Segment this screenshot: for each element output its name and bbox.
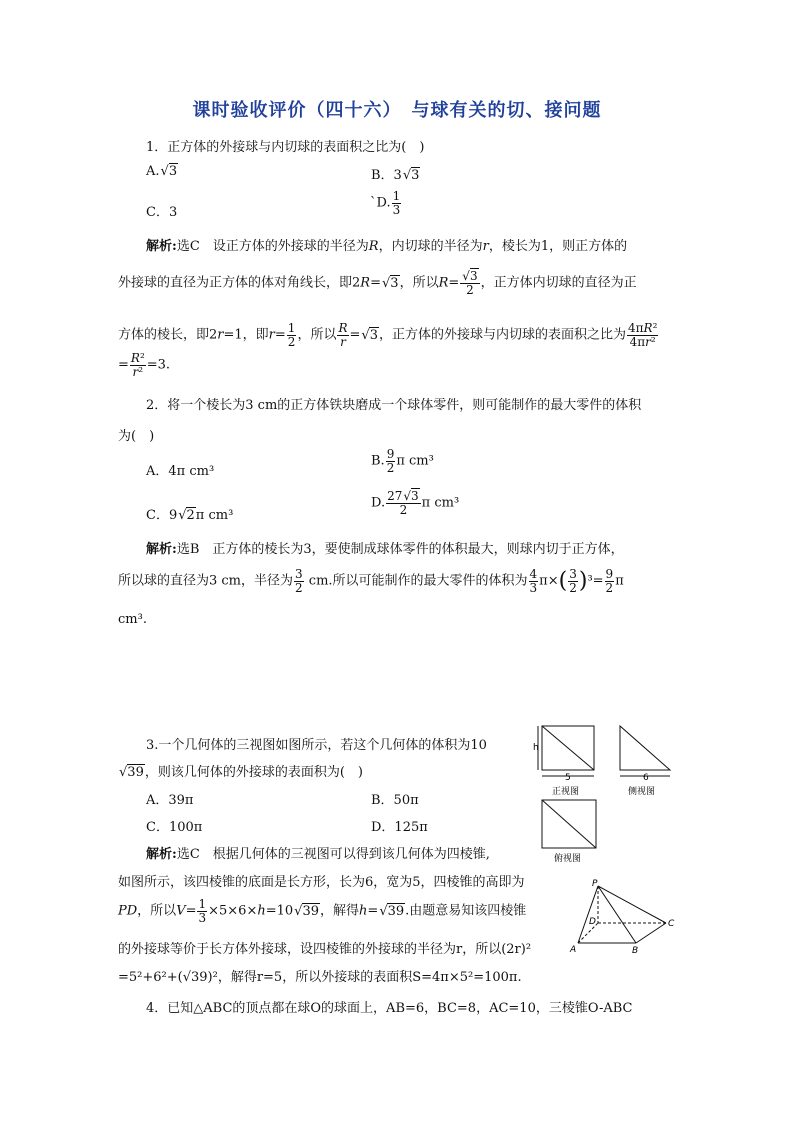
q1-option-c: C．3 xyxy=(146,205,178,220)
q1-option-b: B．3√ 3 xyxy=(371,164,420,183)
page-title: 课时验收评价（四十六） 与球有关的切、接问题 xyxy=(192,100,602,121)
q2-stem-line2: 为( ) xyxy=(118,429,155,444)
q3-solution-line2: 如图所示，该四棱锥的底面是长方形，长为6，宽为5，四棱锥的高即为 xyxy=(118,875,525,890)
q1-solution-line2: 外接球的直径为正方体的体对角线长，即2R=√ 3，所以R= √ $\frac{3}{2}$ ，正方体内切球的直径为正 xyxy=(118,270,637,296)
top-view-label: 俯视图 xyxy=(554,854,582,864)
front-h-label: h xyxy=(533,743,539,753)
front-view-label: 正视图 xyxy=(552,787,580,797)
front-5-label: 5 xyxy=(565,773,571,783)
side-view-label: 侧视图 xyxy=(628,787,656,797)
q1-option-a: A.√ 3 xyxy=(146,164,178,179)
q2-option-d: D. $\frac{27√ 3}{2}$ π cm³ xyxy=(371,490,459,516)
q2-solution-line2: 所以球的直径为3 cm，半径为 $\frac{3}{2}$ cm.所以可能制作的最大零件的体积为 $\frac{4}{3}$ π×( $\frac{3}{2}$ )³= $\frac{9}{2}$ π xyxy=(118,567,624,595)
three-view-figure xyxy=(528,718,698,868)
solution-label: 解析: xyxy=(146,239,177,254)
q1-option-d: `D. $\frac{1}{3}$ xyxy=(370,189,401,217)
q3-option-d: D．125π xyxy=(371,820,428,835)
q1-stem: 1．正方体的外接球与内切球的表面积之比为( ) xyxy=(146,140,425,155)
vertex-D: D xyxy=(589,917,596,927)
solution-choice: 选C xyxy=(176,239,200,254)
q3-solution-line3: PD，所以V= $\frac{1}{3}$ ×5×6×h=10√ 39，解得h=√ 39.由题意易知该四棱锥 xyxy=(118,898,526,924)
side-6-label: 6 xyxy=(643,773,649,783)
pyramid-edges xyxy=(578,886,666,943)
q4-stem-line1: 4．已知△ABC的顶点都在球O的球面上，AB=6，BC=8，AC=10，三棱锥O-ABC xyxy=(146,1001,633,1016)
side-view xyxy=(620,726,670,776)
q3-solution-line4: 的外接球等价于长方体外接球，设四棱锥的外接球的半径为r，所以(2r)² xyxy=(118,942,532,957)
q1-solution-line1: 解析:选C 设正方体的外接球的半径为R，内切球的半径为r，棱长为1，则正方体的 xyxy=(146,239,628,254)
q3-solution-line5: =5²+6²+(√39)²，解得r=5，所以外接球的表面积S=4π×5²=100π. xyxy=(118,970,522,985)
q3-stem-line1: 3.一个几何体的三视图如图所示，若这个几何体的体积为10 xyxy=(146,738,487,753)
q2-option-a: A．4π cm³ xyxy=(146,464,215,479)
top-view xyxy=(542,800,596,848)
vertex-C: C xyxy=(668,919,675,929)
q3-stem-line2: √ 39，则该几何体的外接球的表面积为( ) xyxy=(118,761,363,780)
vertex-A: A xyxy=(570,945,577,955)
q3-option-c: C．100π xyxy=(146,820,203,835)
q2-solution-line1: 解析:选B 正方体的棱长为3，要使制成球体零件的体积最大，则球内切于正方体， xyxy=(146,542,624,557)
q3-solution-line1: 解析:选C 根据几何体的三视图可以得到该几何体为四棱锥, xyxy=(146,847,490,862)
q1-solution-line4: = $\frac{\text{R²}}{\text{r²}}$ =3. xyxy=(118,351,171,379)
vertex-B: B xyxy=(632,946,639,956)
q2-solution-line3: cm³. xyxy=(118,612,147,627)
vertex-P: P xyxy=(592,879,598,889)
q1-solution-line3: 方体的棱长，即2r=1，即r= $\frac{1}{2}$ ，所以 $\frac{R}{r}$ =√ 3，正方体的外接球与内切球的表面积之比为 $\frac{\text{4πR²}}{\text{4πr²}}$ xyxy=(118,322,659,348)
front-view xyxy=(538,726,594,776)
q3-option-a: A．39π xyxy=(146,793,194,808)
q2-option-b: B. $\frac{9}{2}$ π cm³ xyxy=(371,447,434,475)
pyramid-figure xyxy=(568,878,678,958)
q2-option-c: C．9√ 2π cm³ xyxy=(146,504,233,523)
q2-stem-line1: 2．将一个棱长为3 cm的正方体铁块磨成一个球体零件，则可能制作的最大零件的体积 xyxy=(146,398,642,413)
q3-option-b: B．50π xyxy=(371,793,419,808)
